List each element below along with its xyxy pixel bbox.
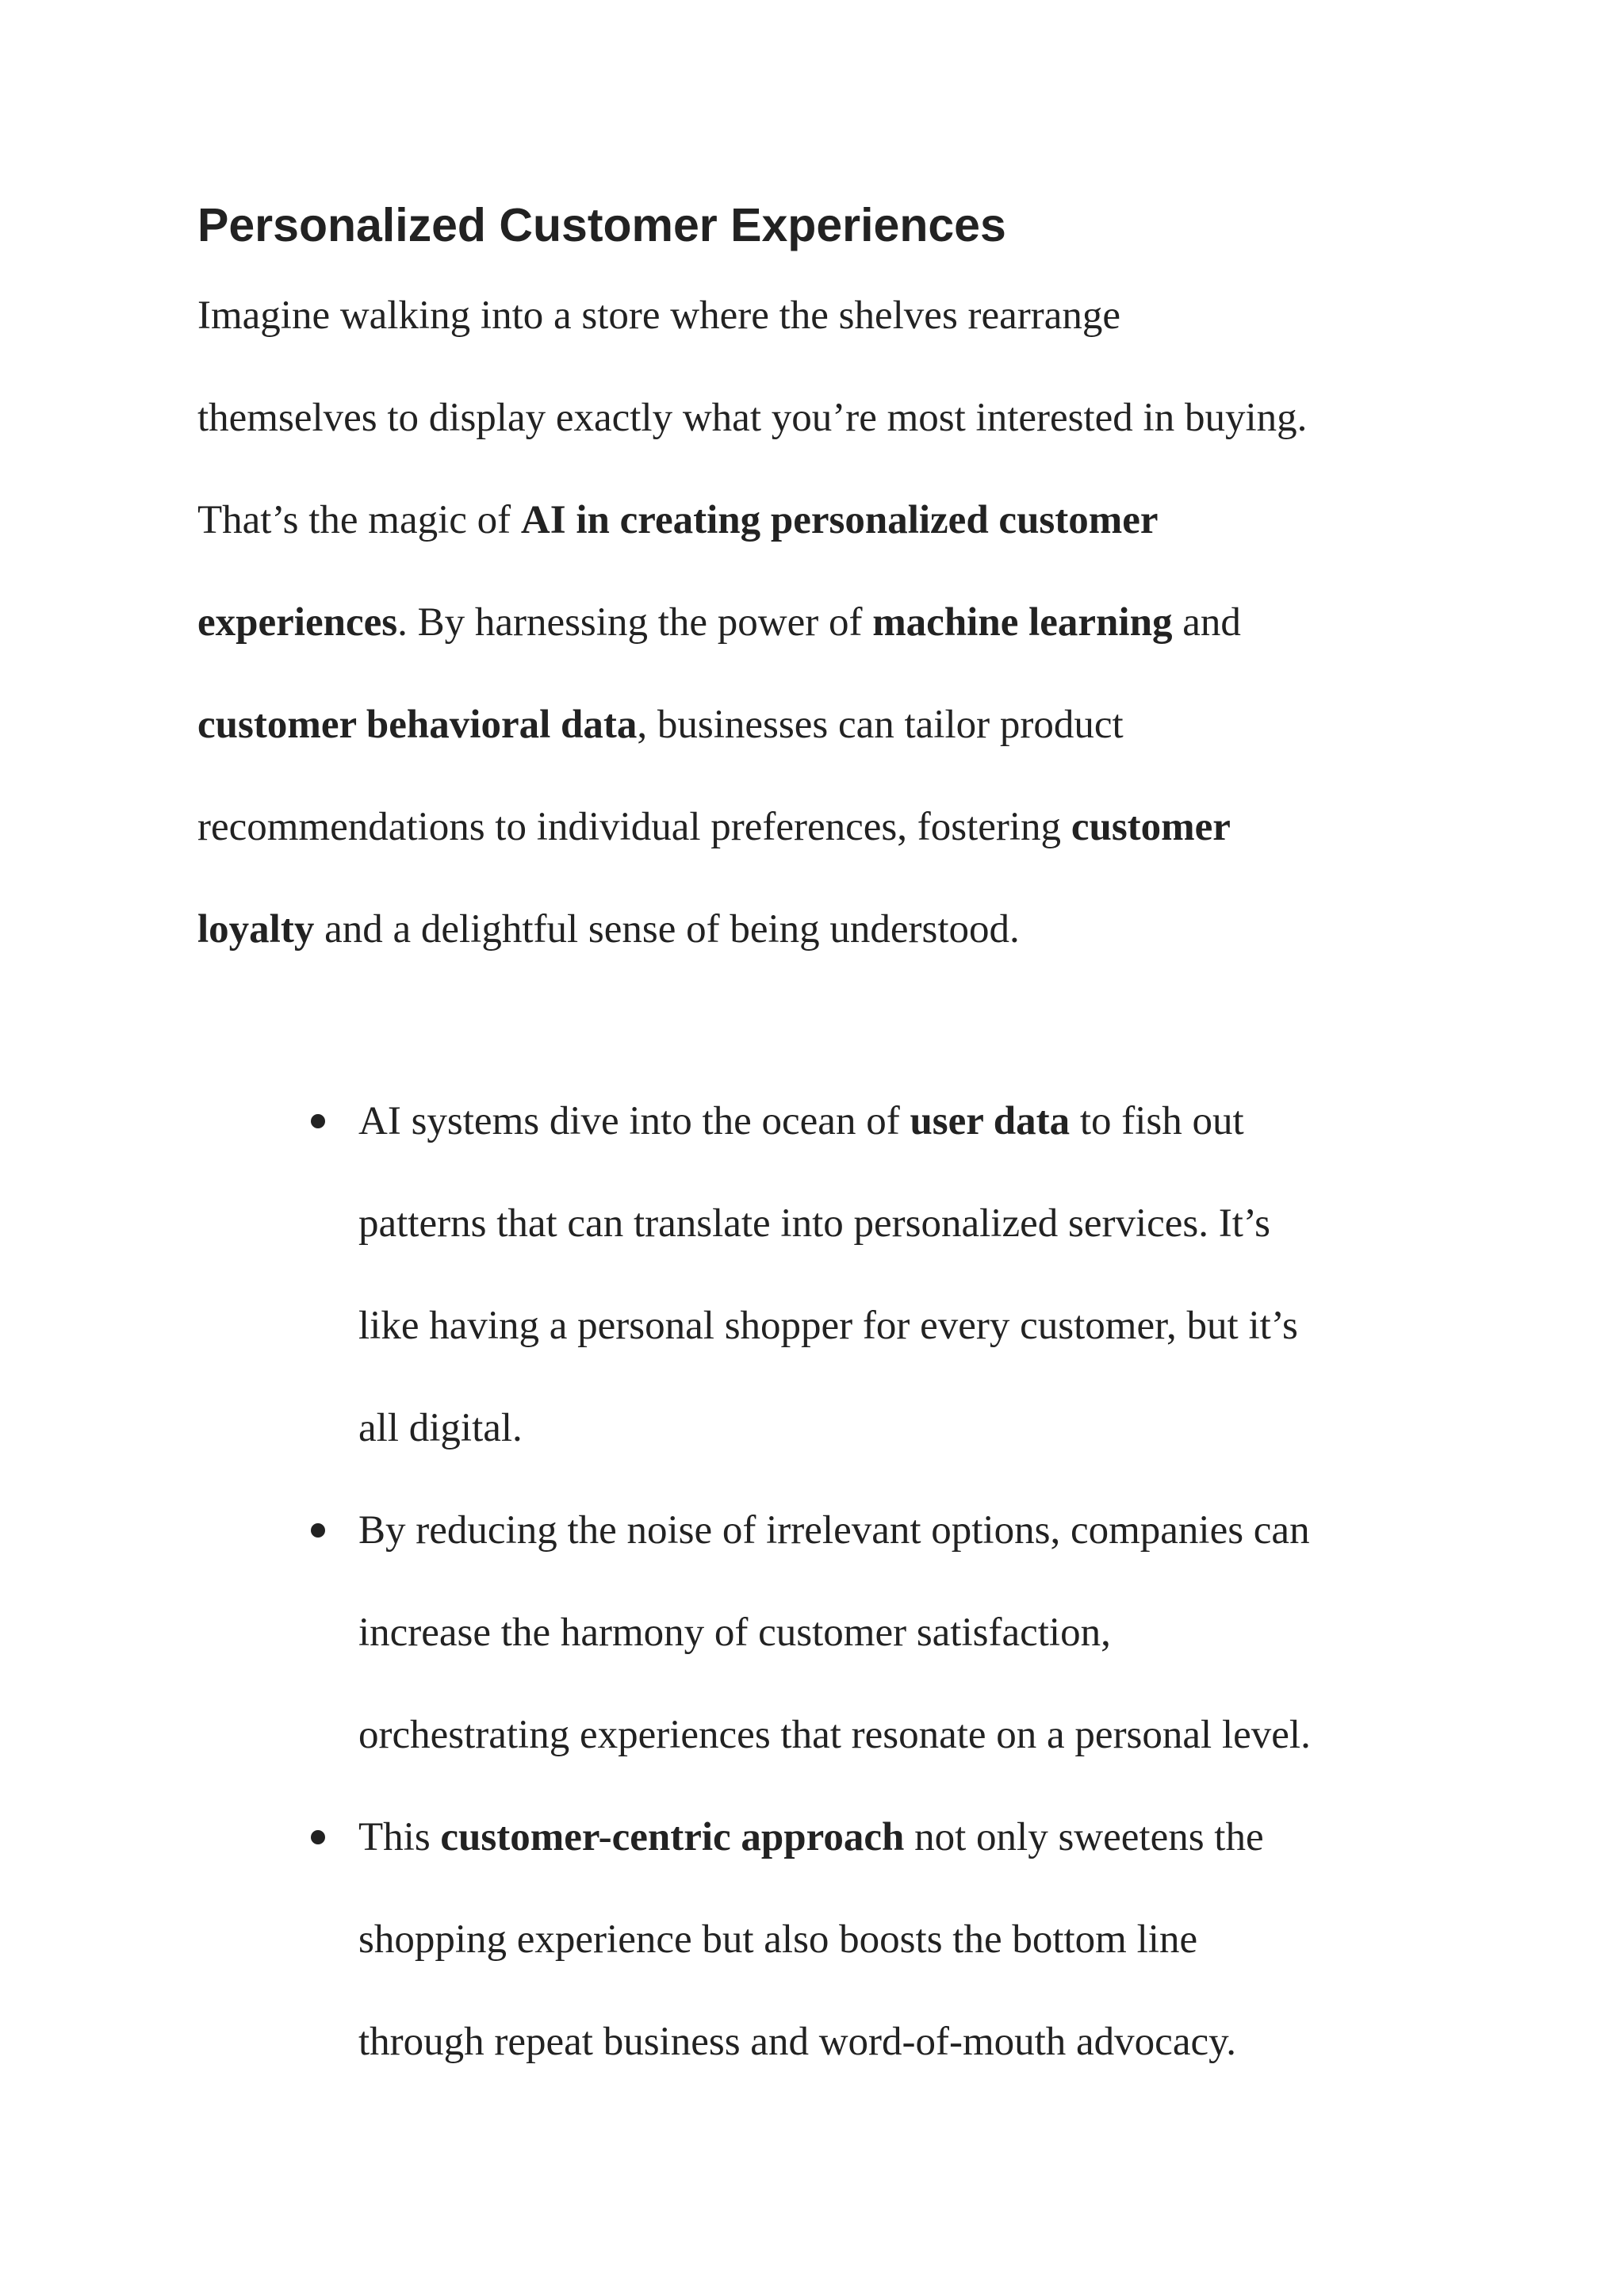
list-item-line bbox=[358, 1908, 1197, 1971]
text-run: and a delightful sense of being understood. bbox=[314, 907, 1020, 952]
text-run: all digital. bbox=[358, 1406, 523, 1450]
text-run: through repeat business and word-of-mouth advocacy. bbox=[358, 2020, 1237, 2064]
paragraph-line bbox=[197, 386, 1307, 450]
bold-text: experiences bbox=[197, 600, 398, 645]
list-item-line bbox=[358, 1396, 523, 1460]
section-heading: Personalized Customer Experiences bbox=[197, 199, 1006, 251]
text-run: patterns that can translate into personalized services. It’s bbox=[358, 1201, 1270, 1246]
paragraph-line bbox=[197, 488, 1159, 552]
list-item-line bbox=[358, 2010, 1236, 2074]
text-run: not only sweetens the bbox=[904, 1815, 1264, 1859]
paragraph-line bbox=[197, 591, 1241, 654]
bold-text: customer bbox=[1071, 805, 1231, 849]
text-run: That’s the magic of bbox=[197, 498, 521, 542]
bold-text: customer behavioral data bbox=[197, 703, 638, 747]
list-item-line bbox=[358, 1090, 1244, 1153]
list-item-line bbox=[358, 1601, 1111, 1664]
list-item-line bbox=[358, 1499, 1310, 1562]
text-run: Imagine walking into a store where the shelves rearrange bbox=[197, 293, 1121, 338]
list-item-line bbox=[358, 1806, 1264, 1869]
text-run: shopping experience but also boosts the bottom line bbox=[358, 1917, 1198, 1962]
bold-text: AI in creating personalized customer bbox=[520, 498, 1159, 542]
text-run: themselves to display exactly what you’re most interested in buying. bbox=[197, 396, 1308, 440]
text-run: By reducing the noise of irrelevant options, companies can bbox=[358, 1508, 1310, 1553]
text-run: . By harnessing the power of bbox=[397, 600, 873, 645]
paragraph-line bbox=[197, 898, 1020, 961]
bold-text: loyalty bbox=[197, 907, 315, 952]
text-run: , businesses can tailor product bbox=[637, 703, 1124, 747]
list-item-line bbox=[358, 1192, 1270, 1255]
list-item-line bbox=[358, 1703, 1311, 1767]
text-run: like having a personal shopper for every customer, but it’s bbox=[358, 1304, 1298, 1348]
bold-text: machine learning bbox=[872, 600, 1173, 645]
text-run: orchestrating experiences that resonate on a personal level. bbox=[358, 1713, 1311, 1757]
list-item-line bbox=[358, 1294, 1298, 1358]
text-run: recommendations to individual preferences, fostering bbox=[197, 805, 1071, 849]
bold-text: customer-centric approach bbox=[440, 1815, 905, 1859]
paragraph-line bbox=[197, 795, 1231, 859]
text-run: This bbox=[358, 1815, 441, 1859]
bullet-dot-icon bbox=[311, 1114, 325, 1128]
bold-text: user data bbox=[910, 1099, 1071, 1143]
paragraph-line bbox=[197, 693, 1124, 756]
bullet-dot-icon bbox=[311, 1523, 325, 1538]
bullet-dot-icon bbox=[311, 1830, 325, 1844]
text-run: increase the harmony of customer satisfaction, bbox=[358, 1610, 1111, 1655]
paragraph-line bbox=[197, 284, 1120, 347]
text-run: to fish out bbox=[1070, 1099, 1244, 1143]
text-run: and bbox=[1172, 600, 1241, 645]
text-run: AI systems dive into the ocean of bbox=[358, 1099, 910, 1143]
